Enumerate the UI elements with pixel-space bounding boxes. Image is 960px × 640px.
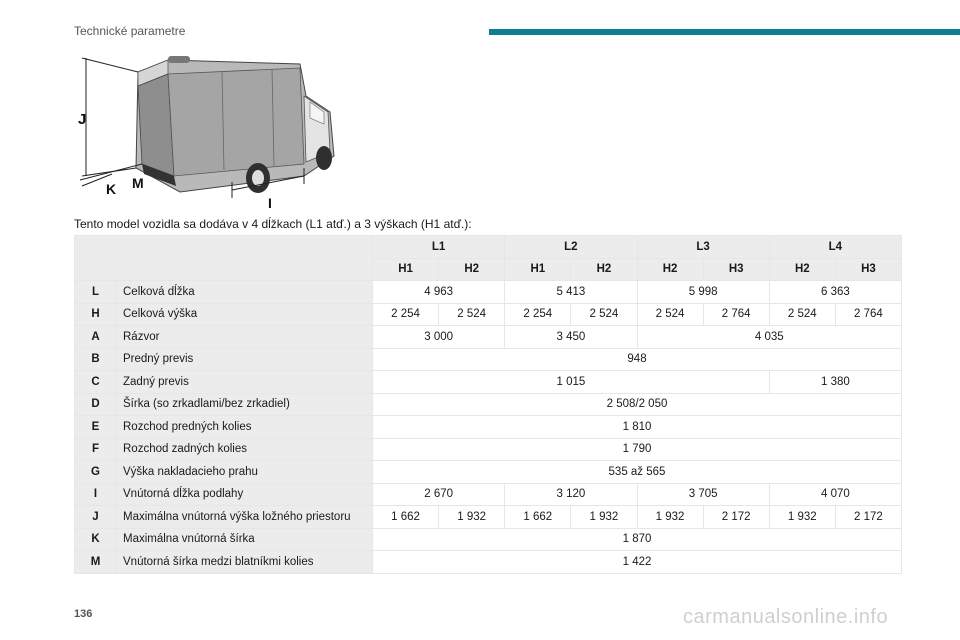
table-row <box>75 281 902 304</box>
value-cell: 4 035 <box>637 326 902 349</box>
table-row <box>75 393 902 416</box>
height-header: H2 <box>637 258 703 281</box>
value-cell: 5 998 <box>637 281 769 304</box>
length-header: L2 <box>505 236 637 259</box>
row-label: Celková dĺžka <box>117 281 373 304</box>
height-header: H3 <box>703 258 769 281</box>
value-cell: 1 810 <box>373 416 902 439</box>
value-cell: 1 662 <box>505 506 571 529</box>
row-code: F <box>75 438 117 461</box>
length-header: L4 <box>769 236 901 259</box>
value-cell: 1 870 <box>373 528 902 551</box>
value-cell: 2 524 <box>571 303 637 326</box>
value-cell: 1 380 <box>769 371 901 394</box>
row-label: Rozchod zadných kolies <box>117 438 373 461</box>
header-accent-bar <box>489 29 960 35</box>
value-cell: 948 <box>373 348 902 371</box>
row-code: A <box>75 326 117 349</box>
row-code: J <box>75 506 117 529</box>
row-code: L <box>75 281 117 304</box>
value-cell: 4 963 <box>373 281 505 304</box>
dimensions-table <box>74 235 902 574</box>
height-header: H3 <box>835 258 901 281</box>
row-code: E <box>75 416 117 439</box>
height-header: H2 <box>439 258 505 281</box>
value-cell: 2 524 <box>637 303 703 326</box>
row-code: C <box>75 371 117 394</box>
page-number: 136 <box>74 608 93 620</box>
row-code: K <box>75 528 117 551</box>
value-cell: 6 363 <box>769 281 901 304</box>
table-row <box>75 551 902 574</box>
value-cell: 1 932 <box>439 506 505 529</box>
row-code: D <box>75 393 117 416</box>
length-header: L3 <box>637 236 769 259</box>
row-label: Zadný previs <box>117 371 373 394</box>
section-title: Technické parametre <box>74 24 186 38</box>
length-header-row <box>75 236 902 259</box>
label-k: K <box>106 181 117 197</box>
row-label: Výška nakladacieho prahu <box>117 461 373 484</box>
row-code: H <box>75 303 117 326</box>
row-label: Celková výška <box>117 303 373 326</box>
row-label: Maximálna vnútorná šírka <box>117 528 373 551</box>
value-cell: 1 932 <box>769 506 835 529</box>
value-cell: 3 000 <box>373 326 505 349</box>
value-cell: 535 až 565 <box>373 461 902 484</box>
van-dimension-illustration <box>72 52 337 212</box>
label-i: I <box>268 195 272 211</box>
intro-text: Tento model vozidla sa dodáva v 4 dĺžkach (L1 atď.) a 3 výškach (H1 atď.): <box>74 217 472 231</box>
table-row <box>75 371 902 394</box>
value-cell: 2 764 <box>703 303 769 326</box>
table-row <box>75 303 902 326</box>
row-code: M <box>75 551 117 574</box>
table-row <box>75 506 902 529</box>
height-header: H1 <box>373 258 439 281</box>
height-header: H2 <box>769 258 835 281</box>
value-cell: 1 422 <box>373 551 902 574</box>
row-label: Maximálna vnútorná výška ložného priestoru <box>117 506 373 529</box>
value-cell: 2 524 <box>439 303 505 326</box>
row-label: Šírka (so zrkadlami/bez zrkadiel) <box>117 393 373 416</box>
value-cell: 2 172 <box>703 506 769 529</box>
value-cell: 2 254 <box>373 303 439 326</box>
value-cell: 1 015 <box>373 371 770 394</box>
value-cell: 3 705 <box>637 483 769 506</box>
table-row <box>75 326 902 349</box>
row-label: Predný previs <box>117 348 373 371</box>
value-cell: 5 413 <box>505 281 637 304</box>
row-code: B <box>75 348 117 371</box>
header-corner <box>75 236 373 281</box>
table-row <box>75 438 902 461</box>
value-cell: 1 790 <box>373 438 902 461</box>
table-row <box>75 528 902 551</box>
watermark: carmanualsonline.info <box>683 606 889 628</box>
value-cell: 1 662 <box>373 506 439 529</box>
value-cell: 1 932 <box>637 506 703 529</box>
value-cell: 1 932 <box>571 506 637 529</box>
label-m: M <box>132 175 144 191</box>
height-header: H2 <box>571 258 637 281</box>
value-cell: 2 670 <box>373 483 505 506</box>
length-header: L1 <box>373 236 505 259</box>
row-label: Vnútorná dĺžka podlahy <box>117 483 373 506</box>
row-label: Rozchod predných kolies <box>117 416 373 439</box>
value-cell: 2 508/2 050 <box>373 393 902 416</box>
value-cell: 2 172 <box>835 506 901 529</box>
value-cell: 3 120 <box>505 483 637 506</box>
table-row <box>75 461 902 484</box>
value-cell: 2 254 <box>505 303 571 326</box>
value-cell: 2 764 <box>835 303 901 326</box>
label-j: J <box>78 111 87 128</box>
table-row <box>75 483 902 506</box>
value-cell: 4 070 <box>769 483 901 506</box>
row-label: Vnútorná šírka medzi blatníkmi kolies <box>117 551 373 574</box>
table-row <box>75 416 902 439</box>
value-cell: 3 450 <box>505 326 637 349</box>
table-row <box>75 348 902 371</box>
row-code: G <box>75 461 117 484</box>
value-cell: 2 524 <box>769 303 835 326</box>
row-label: Rázvor <box>117 326 373 349</box>
row-code: I <box>75 483 117 506</box>
height-header: H1 <box>505 258 571 281</box>
